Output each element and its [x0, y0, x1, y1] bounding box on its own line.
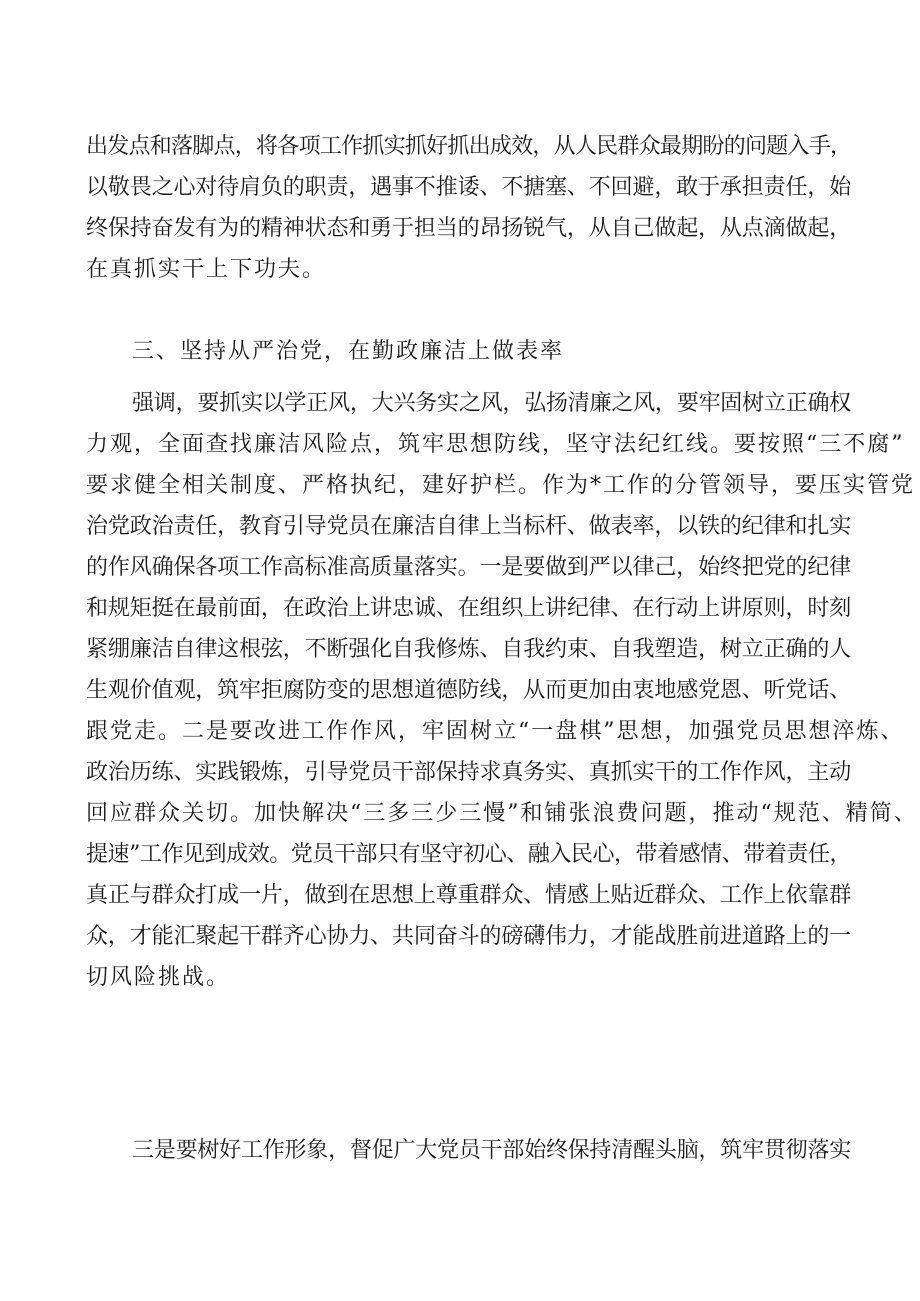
paragraph-2-line: 强调，要抓实以学正风，大兴务实之风，弘扬清廉之风，要牢固树立正确权 — [132, 391, 851, 416]
paragraph-2-line: 的作风确保各项工作高标准高质量落实。一是要做到严以律己，始终把党的纪律 — [86, 555, 851, 580]
paragraph-2-line: 要求健全相关制度、严格执纪，建好护栏。作为*工作的分管领导，要压实管党 — [86, 473, 916, 498]
paragraph-2-line: 生观价值观，筑牢拒腐防变的思想道德防线，从而更加由衷地感党恩、听党话、 — [86, 678, 851, 703]
section-heading-3-text: 三、坚持从严治党，在勤政廉洁上做表率 — [132, 339, 565, 364]
paragraph-2-line: 紧绷廉洁自律这根弦，不断强化自我修炼、自我约束、自我塑造，树立正确的人 — [86, 637, 851, 662]
paragraph-1-line: 在真抓实干上下功夫。 — [86, 257, 327, 282]
paragraph-1-line: 出发点和落脚点，将各项工作抓实抓好抓出成效，从人民群众最期盼的问题入手， — [86, 134, 851, 159]
paragraph-2 — [86, 383, 918, 998]
paragraph-2-line: 治党政治责任，教育引导党员在廉洁自律上当标杆、做表率，以铁的纪律和扎实 — [86, 514, 851, 539]
paragraph-2-line: 政治历练、实践锻炼，引导党员干部保持求真务实、真抓实干的工作作风，主动 — [86, 760, 851, 785]
paragraph-3 — [86, 1130, 851, 1171]
paragraph-2-line: 众，才能汇聚起干群齐心协力、共同奋斗的磅礴伟力，才能战胜前进道路上的一 — [86, 924, 851, 949]
paragraph-2-line: 力观，全面查找廉洁风险点，筑牢思想防线，坚守法纪红线。要按照“三不腐” — [86, 432, 905, 457]
paragraph-2-line: 跟党走。二是要改进工作作风，牢固树立“一盘棋”思想，加强党员思想淬炼、 — [86, 719, 905, 744]
paragraph-1-line: 终保持奋发有为的精神状态和勇于担当的昂扬锐气，从自己做起，从点滴做起， — [86, 216, 851, 241]
paragraph-2-line: 切风险挑战。 — [86, 965, 231, 990]
section-heading-3 — [86, 331, 851, 372]
paragraph-1-line: 以敬畏之心对待肩负的职责，遇事不推诿、不搪塞、不回避，敢于承担责任，始 — [86, 175, 851, 200]
paragraph-1 — [86, 126, 851, 290]
paragraph-2-line: 回应群众关切。加快解决“三多三少三慢”和铺张浪费问题，推动“规范、精简、 — [86, 801, 918, 826]
paragraph-2-line: 和规矩挺在最前面，在政治上讲忠诚、在组织上讲纪律、在行动上讲原则，时刻 — [86, 596, 851, 621]
paragraph-2-line: 真正与群众打成一片，做到在思想上尊重群众、情感上贴近群众、工作上依靠群 — [86, 883, 851, 908]
paragraph-3-line: 三是要树好工作形象，督促广大党员干部始终保持清醒头脑，筑牢贯彻落实 — [132, 1138, 851, 1163]
paragraph-2-line: 提速”工作见到成效。党员干部只有坚守初心、融入民心，带着感情、带着责任， — [86, 842, 851, 867]
